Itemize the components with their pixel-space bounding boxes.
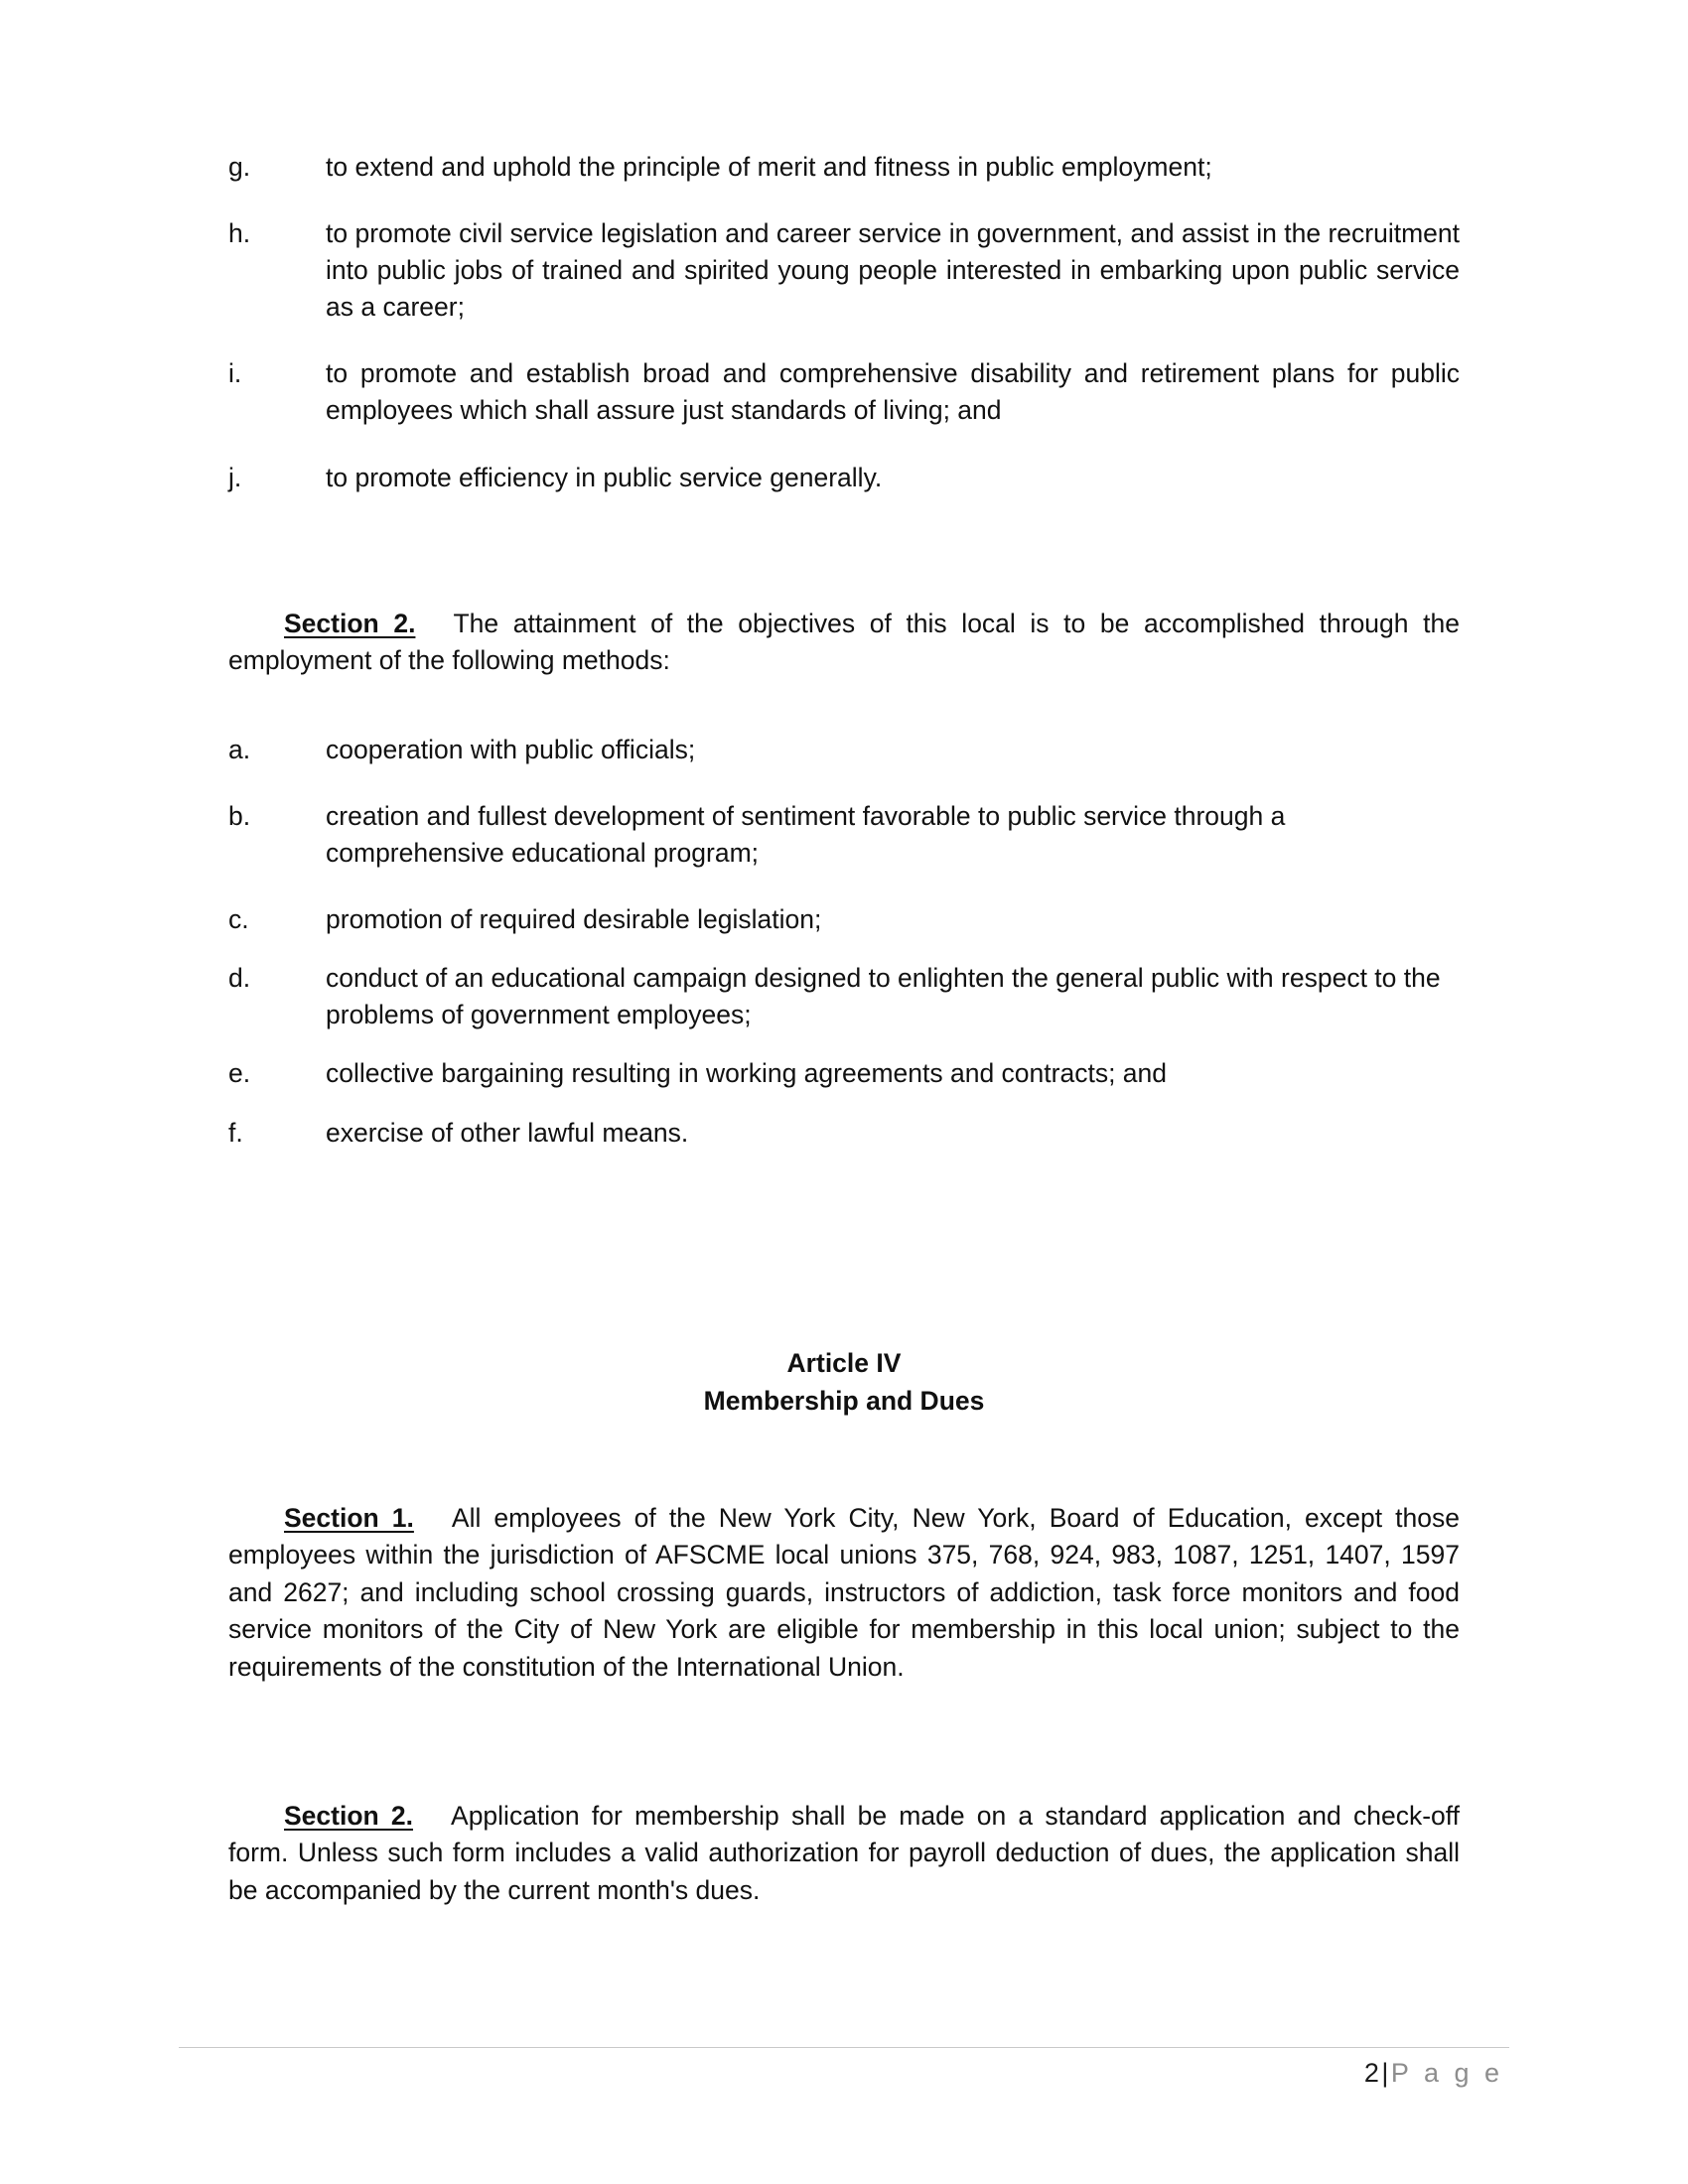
spacer [228, 1173, 1460, 1344]
article-heading [228, 1344, 1460, 1421]
article-section-1-label: Section 1. [284, 1502, 414, 1533]
section-2-objectives-paragraph [228, 606, 1460, 680]
section-2-objectives-body: The attainment of the objectives of this local is to be accomplished through the employment of the following methods: [228, 608, 1460, 676]
footer-page-label: P a g e [1390, 2058, 1503, 2088]
article-title: Article IV [786, 1347, 902, 1378]
list-item [228, 732, 1460, 768]
footer-divider [179, 2047, 1509, 2048]
article-subtitle: Membership and Dues [703, 1386, 985, 1417]
list-item-marker: a. [228, 734, 251, 764]
document-body [228, 149, 1460, 1910]
list-item-text: collective bargaining resulting in working agreements and contracts; and [326, 1058, 1168, 1089]
footer-page-indicator [179, 2058, 1509, 2089]
list-item-marker: g. [228, 152, 251, 182]
list-item [228, 960, 1460, 1033]
list-item-text: conduct of an educational campaign designed to enlighten the general public with respect to the problems of government employees; [326, 963, 1441, 1030]
methods-list [228, 732, 1460, 1152]
list-item-text: to promote civil service legislation and career service in government, and assist in the recruitment into public jobs of trained and spirited young people interested in embarking upon public service as a career; [326, 218, 1460, 323]
list-item [228, 355, 1460, 429]
list-item-text: creation and fullest development of sentiment favorable to public service through a comprehensive educational program; [326, 801, 1286, 869]
list-item-text: to promote efficiency in public service generally. [326, 462, 883, 492]
spacer [228, 680, 1460, 732]
list-item [228, 149, 1460, 186]
page-footer [179, 2047, 1509, 2089]
spacer [228, 1687, 1460, 1798]
list-item-marker: i. [228, 358, 242, 389]
list-item [228, 215, 1460, 326]
spacer [228, 1421, 1460, 1500]
list-item [228, 798, 1460, 872]
list-item [228, 1055, 1460, 1092]
list-item-text: cooperation with public officials; [326, 734, 696, 764]
list-item [228, 460, 1460, 496]
article-section-1-paragraph [228, 1500, 1460, 1687]
list-item-text: to promote and establish broad and comprehensive disability and retirement plans for public employees which shall assure just standards of living; and [326, 358, 1460, 426]
footer-page-number: 2 [1363, 2058, 1380, 2088]
article-section-2-paragraph [228, 1798, 1460, 1910]
list-item-marker: h. [228, 218, 251, 249]
spacer [228, 526, 1460, 606]
article-section-2-body: Application for membership shall be made on a standard application and check-off form. Unless such form includes a valid authorization for payroll deduction of dues, the application shall be accompanied by the current month's dues. [228, 1800, 1460, 1905]
list-item-marker: c. [228, 904, 249, 935]
objectives-list [228, 149, 1460, 496]
list-item-marker: d. [228, 963, 251, 994]
list-item-marker: b. [228, 801, 251, 831]
list-item-marker: j. [228, 462, 242, 492]
article-section-2-label: Section 2. [284, 1800, 414, 1831]
list-item-marker: e. [228, 1058, 251, 1089]
article-section-1-body: All employees of the New York City, New York, Board of Education, except those employees within the jurisdiction of AFSCME local unions 375, 768, 924, 983, 1087, 1251, 1407, 1597 and 2627; and including school crossing guards, instructors of addiction, task force monitors and food service monitors of the City of New York are eligible for membership in this local union; subject to the requirements of the constitution of the International Union. [228, 1502, 1460, 1682]
list-item-text: promotion of required desirable legislation; [326, 904, 822, 935]
section-2-label: Section 2. [284, 608, 416, 638]
list-item-text: exercise of other lawful means. [326, 1117, 689, 1148]
list-item-text: to extend and uphold the principle of merit and fitness in public employment; [326, 152, 1212, 182]
list-item [228, 1115, 1460, 1152]
footer-separator: | [1381, 2058, 1389, 2088]
list-item [228, 901, 1460, 938]
list-item-marker: f. [228, 1117, 243, 1148]
